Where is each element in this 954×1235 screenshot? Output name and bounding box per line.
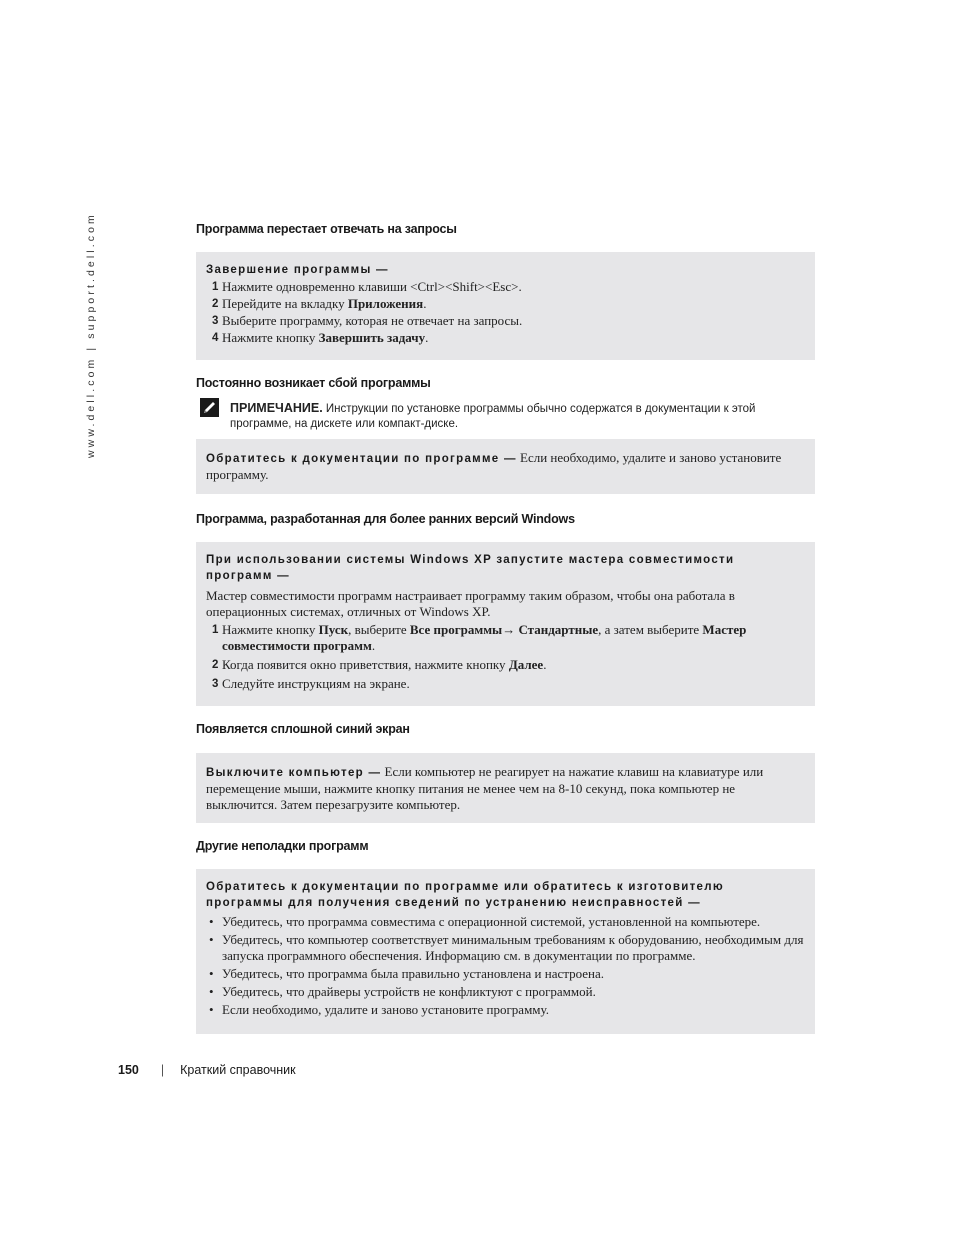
side-url: www.dell.com | support.dell.com [85,212,97,458]
step: 1 Нажмите кнопку Пуск, выберите Все программы→ Стандартные, а затем выберите Мастер совместимости программ. [212,622,747,653]
note-label: ПРИМЕЧАНИЕ. [230,401,323,415]
list-item: • Если необходимо, удалите и заново установите программу. [209,1002,549,1017]
box-title: Обратитесь к документации по программе или обратитесь к изготовителю программы для получения сведений по устранению неисправностей — [206,881,724,909]
heading-program-crashes: Постоянно возникает сбой программы [196,376,431,390]
step: 2 Перейдите на вкладку Приложения. [212,296,427,311]
step: 3 Выберите программу, которая не отвечает на запросы. [212,313,523,328]
box-compat-wizard [196,542,815,706]
box-title: Завершение программы — [206,264,389,276]
note-pencil-icon [200,398,219,417]
box-vendor-docs [196,869,815,1034]
box-text: Мастер совместимости программ настраивает программу таким образом, чтобы она работала в операционных системах, отличных от Windows XP. [206,588,735,619]
list-item: • Убедитесь, что компьютер соответствует минимальным требованиям к оборудованию, необходимым для запуска программного обеспечения. Информацию см. в документации по программе. [209,932,804,963]
list-item: • Убедитесь, что программа была правильно установлена и настроена. [209,966,605,981]
box-title: Обратитесь к документации по программе — [206,453,517,465]
page-footer [118,1063,296,1077]
heading-older-windows: Программа, разработанная для более ранних версий Windows [196,512,575,526]
box-end-program [196,252,815,360]
heading-blue-screen: Появляется сплошной синий экран [196,722,410,736]
step: 3 Следуйте инструкциям на экране. [212,676,410,691]
step: 1 Нажмите одновременно клавиши <Ctrl><Shift><Esc>. [212,279,522,294]
box-see-docs [196,439,815,494]
heading-other-problems: Другие неполадки программ [196,839,369,853]
list-item: • Убедитесь, что программа совместима с операционной системой, установленной на компьютере. [209,914,761,929]
step: 4 Нажмите кнопку Завершить задачу. [212,330,429,345]
footer-title: Краткий справочник [180,1063,296,1077]
box-text: Если необходимо, удалите и заново установите программу. [206,450,782,482]
note-text: Инструкции по установке программы обычно содержатся в документации к этой программе, на дискете или компакт-диске. [230,403,756,430]
heading-not-responding: Программа перестает отвечать на запросы [196,222,457,236]
step: 2 Когда появится окно приветствия, нажмите кнопку Далее. [212,657,547,672]
box-title: Выключите компьютер — [206,767,382,779]
footer-separator: | [160,1063,165,1077]
box-text: Если компьютер не реагирует на нажатие клавиш на клавиатуре или перемещение мыши, нажмите кнопку питания не менее чем на 8-10 секунд, пока компьютер не выключится. Затем перезагрузите компьютер. [206,764,764,812]
list-item: • Убедитесь, что драйверы устройств не конфликтуют с программой. [209,984,596,999]
box-title: При использовании системы Windows XP запустите мастера совместимости программ — [206,554,735,582]
box-turn-off [196,753,815,823]
page-number: 150 [118,1063,139,1077]
